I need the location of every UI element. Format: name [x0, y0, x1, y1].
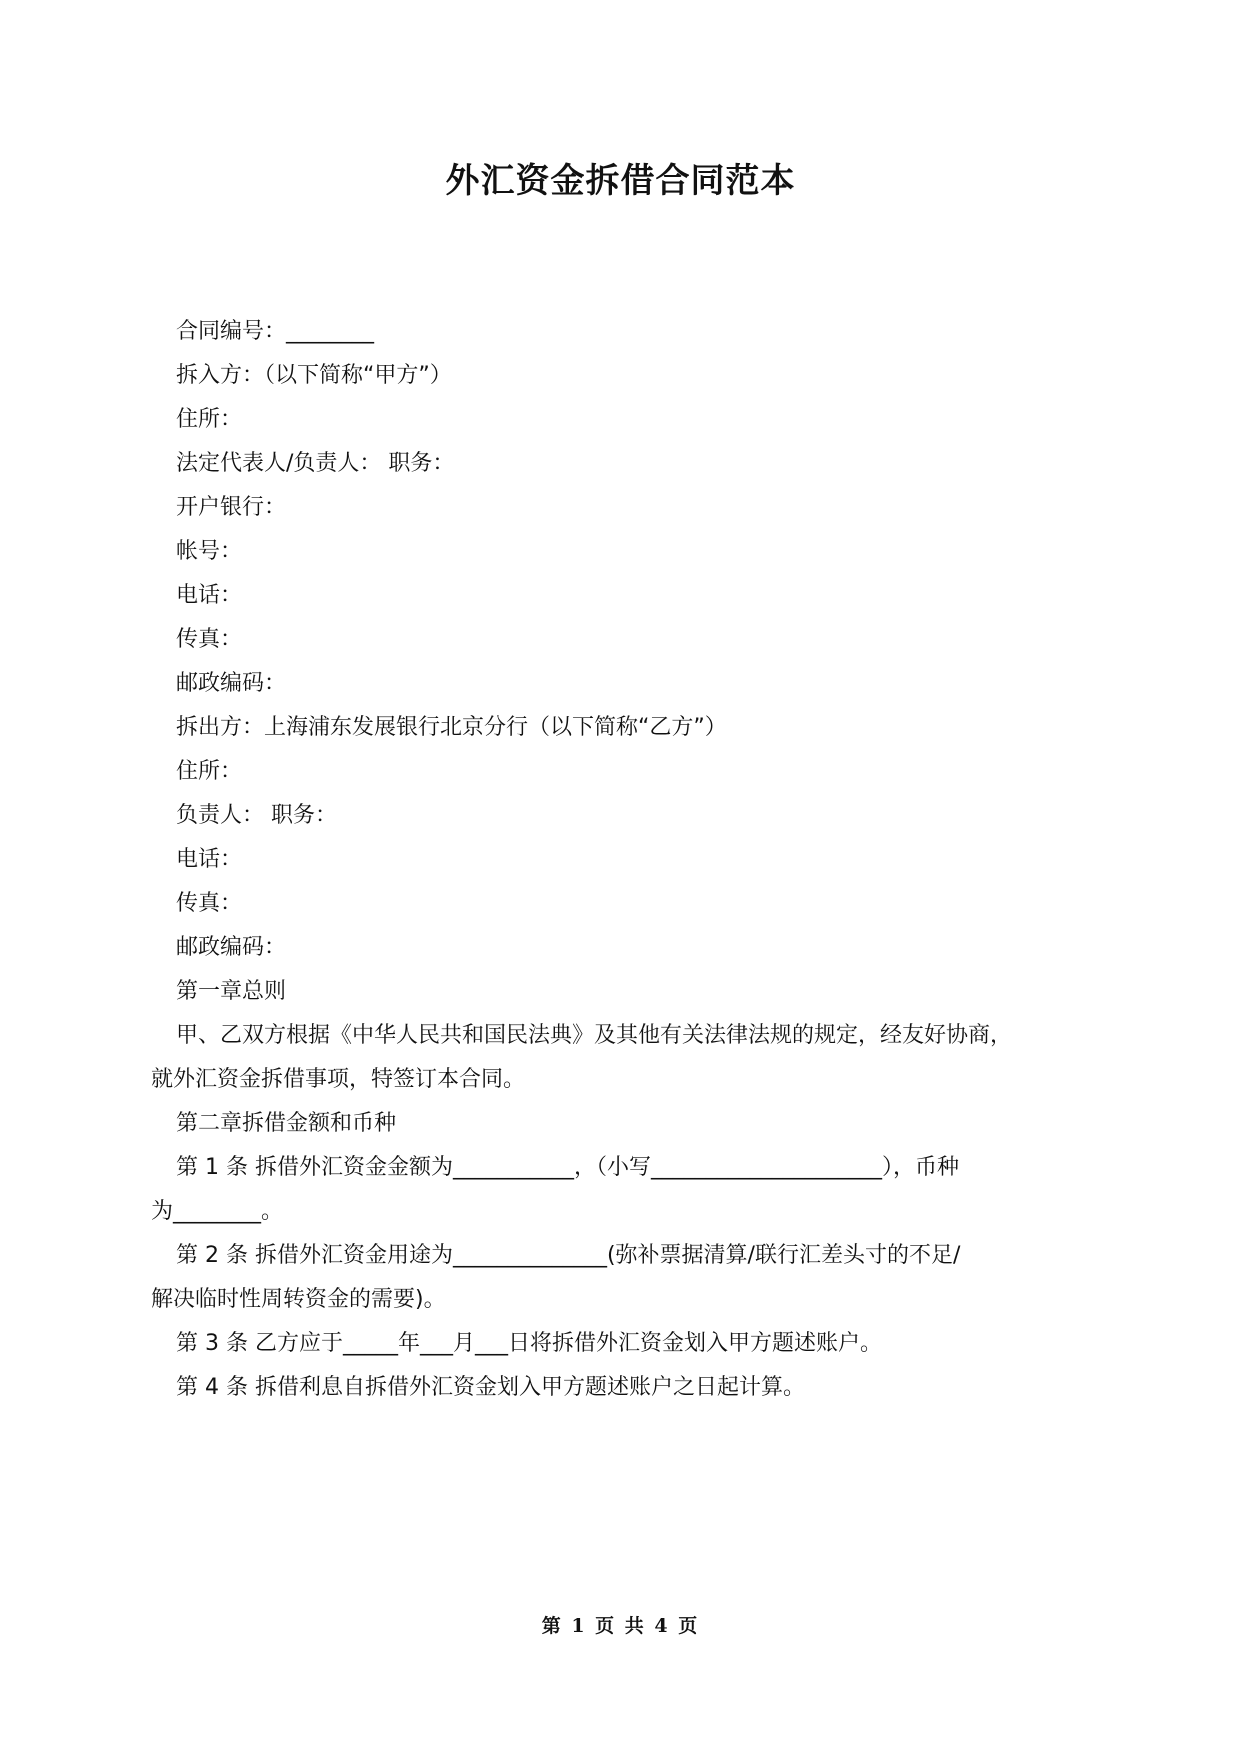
borrower-postcode-line: 邮政编码： [176, 671, 287, 696]
lender-phone-line: 电话： [176, 847, 243, 872]
lender-line: 拆出方：上海浦东发展银行北京分行（以下简称“乙方”） [176, 715, 727, 740]
borrower-address-line: 住所： [176, 407, 243, 432]
borrower-bank-line: 开户银行： [176, 495, 287, 520]
borrower-representative-line: 法定代表人/负责人： 职务： [176, 451, 455, 476]
article-4-line: 第 4 条 拆借利息自拆借外汇资金划入甲方题述账户之日起计算。 [176, 1375, 805, 1400]
article-2-line-2: 解决临时性周转资金的需要)。 [151, 1287, 446, 1312]
lender-postcode-line: 邮政编码： [176, 935, 287, 960]
chapter-1-paragraph-line-2: 就外汇资金拆借事项，特签订本合同。 [151, 1067, 526, 1092]
borrower-account-line: 帐号： [176, 539, 243, 564]
chapter-1-paragraph-line-1: 甲、乙双方根据《中华人民共和国民法典》及其他有关法律法规的规定，经友好协商， [176, 1023, 1013, 1048]
lender-fax-line: 传真： [176, 891, 243, 916]
article-1-line-1: 第 1 条 拆借外汇资金金额为___________，（小写_____________________），币种 [176, 1155, 959, 1180]
article-3-line: 第 3 条 乙方应于_____年___月___日将拆借外汇资金划入甲方题述账户。 [176, 1331, 882, 1356]
article-2-line-1: 第 2 条 拆借外汇资金用途为______________(弥补票据清算/联行汇差头寸的不足/ [176, 1243, 961, 1268]
chapter-1-heading: 第一章总则 [176, 979, 287, 1004]
document-title: 外汇资金拆借合同范本 [445, 161, 796, 201]
borrower-fax-line: 传真： [176, 627, 243, 652]
chapter-2-heading: 第二章拆借金额和币种 [176, 1111, 397, 1136]
article-1-line-2: 为________。 [151, 1199, 284, 1224]
borrower-line: 拆入方：（以下简称“甲方”） [176, 363, 452, 388]
lender-address-line: 住所： [176, 759, 243, 784]
page-number: 第 1 页 共 4 页 [541, 1615, 700, 1637]
lender-representative-line: 负责人： 职务： [176, 803, 337, 828]
borrower-phone-line: 电话： [176, 583, 243, 608]
contract-number-line: 合同编号：________ [176, 319, 375, 344]
